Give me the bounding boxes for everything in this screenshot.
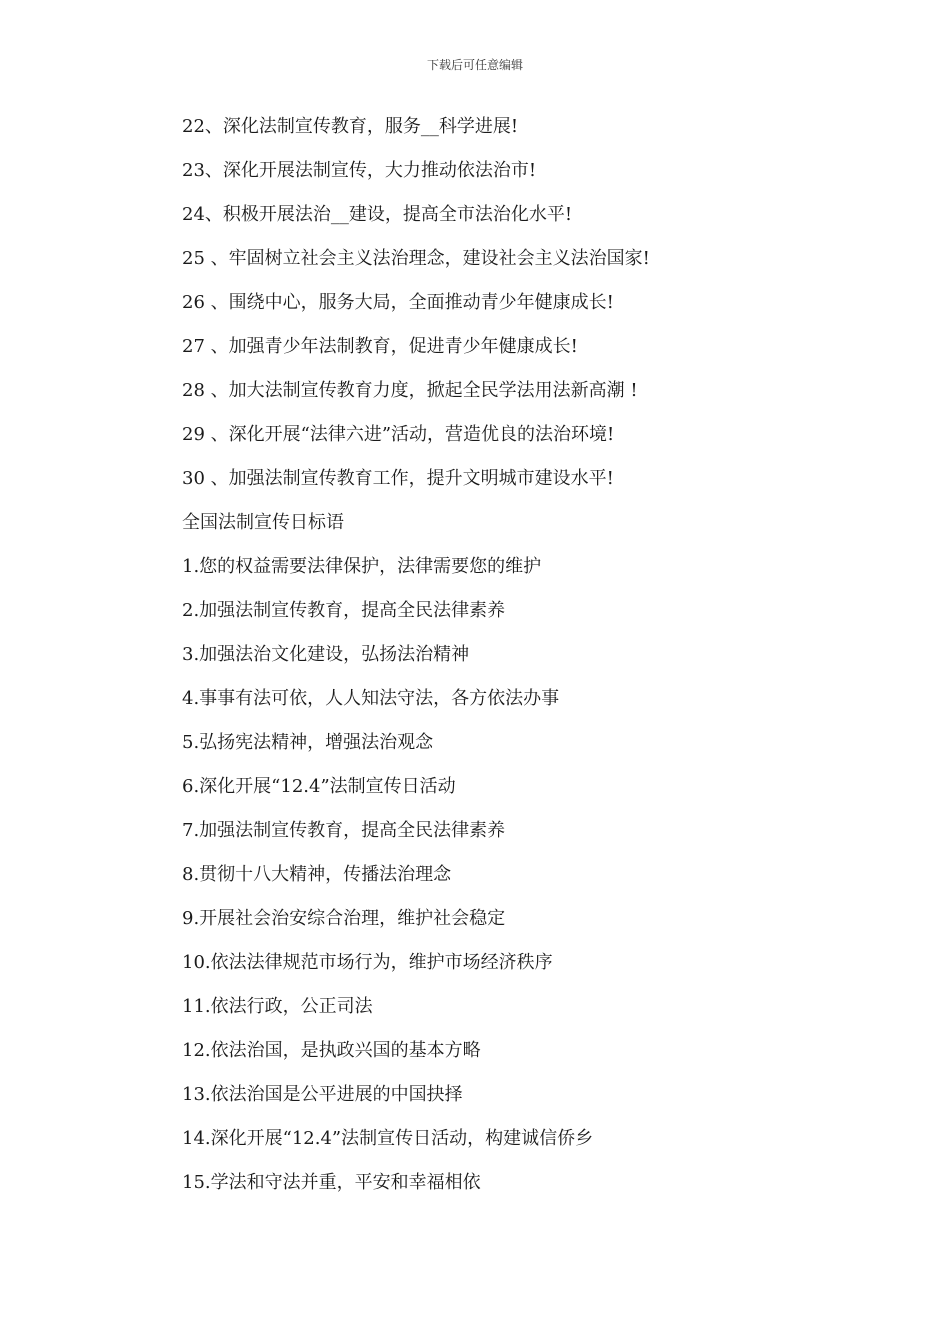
slogan-line-25: 25 、牢固树立社会主义法治理念，建设社会主义法治国家! (182, 248, 650, 269)
section-heading: 全国法制宣传日标语 (182, 512, 344, 533)
slogan-item-1: 1.您的权益需要法律保护，法律需要您的维护 (182, 556, 542, 577)
slogan-item-2: 2.加强法制宣传教育，提高全民法律素养 (182, 600, 506, 621)
slogan-line-26: 26 、围绕中心，服务大局，全面推动青少年健康成长! (182, 292, 614, 313)
slogan-line-27: 27 、加强青少年法制教育，促进青少年健康成长! (182, 336, 578, 357)
slogan-item-7: 7.加强法制宣传教育，提高全民法律素养 (182, 820, 506, 841)
page-header: 下载后可任意编辑 (426, 58, 523, 72)
slogan-line-23: 23、深化开展法制宣传，大力推动依法治市! (182, 160, 537, 181)
slogan-item-12: 12.依法治国，是执政兴国的基本方略 (182, 1040, 481, 1061)
slogan-item-8: 8.贯彻十八大精神，传播法治理念 (182, 864, 452, 885)
slogan-line-22: 22、深化法制宣传教育，服务__科学进展! (182, 116, 519, 137)
slogan-line-24: 24、积极开展法治__建设，提高全市法治化水平! (182, 204, 573, 225)
slogan-item-10: 10.依法法律规范市场行为，维护市场经济秩序 (182, 952, 553, 973)
slogan-line-28: 28 、加大法制宣传教育力度，掀起全民学法用法新高潮 ! (182, 380, 638, 401)
slogan-item-6: 6.深化开展“12.4”法制宣传日活动 (182, 776, 456, 797)
slogan-item-5: 5.弘扬宪法精神，增强法治观念 (182, 732, 434, 753)
slogan-item-9: 9.开展社会治安综合治理，维护社会稳定 (182, 908, 506, 929)
slogan-item-4: 4.事事有法可依，人人知法守法，各方依法办事 (182, 688, 560, 709)
slogan-line-30: 30 、加强法制宣传教育工作，提升文明城市建设水平! (182, 468, 614, 489)
slogan-item-15: 15.学法和守法并重，平安和幸福相依 (182, 1172, 481, 1193)
slogan-item-11: 11.依法行政，公正司法 (182, 996, 373, 1017)
document-body (182, 110, 822, 1210)
slogan-item-14: 14.深化开展“12.4”法制宣传日活动，构建诚信侨乡 (182, 1128, 594, 1149)
slogan-item-3: 3.加强法治文化建设，弘扬法治精神 (182, 644, 470, 665)
slogan-item-13: 13.依法治国是公平进展的中国抉择 (182, 1084, 463, 1105)
slogan-line-29: 29 、深化开展“法律六进”活动，营造优良的法治环境! (182, 424, 615, 445)
